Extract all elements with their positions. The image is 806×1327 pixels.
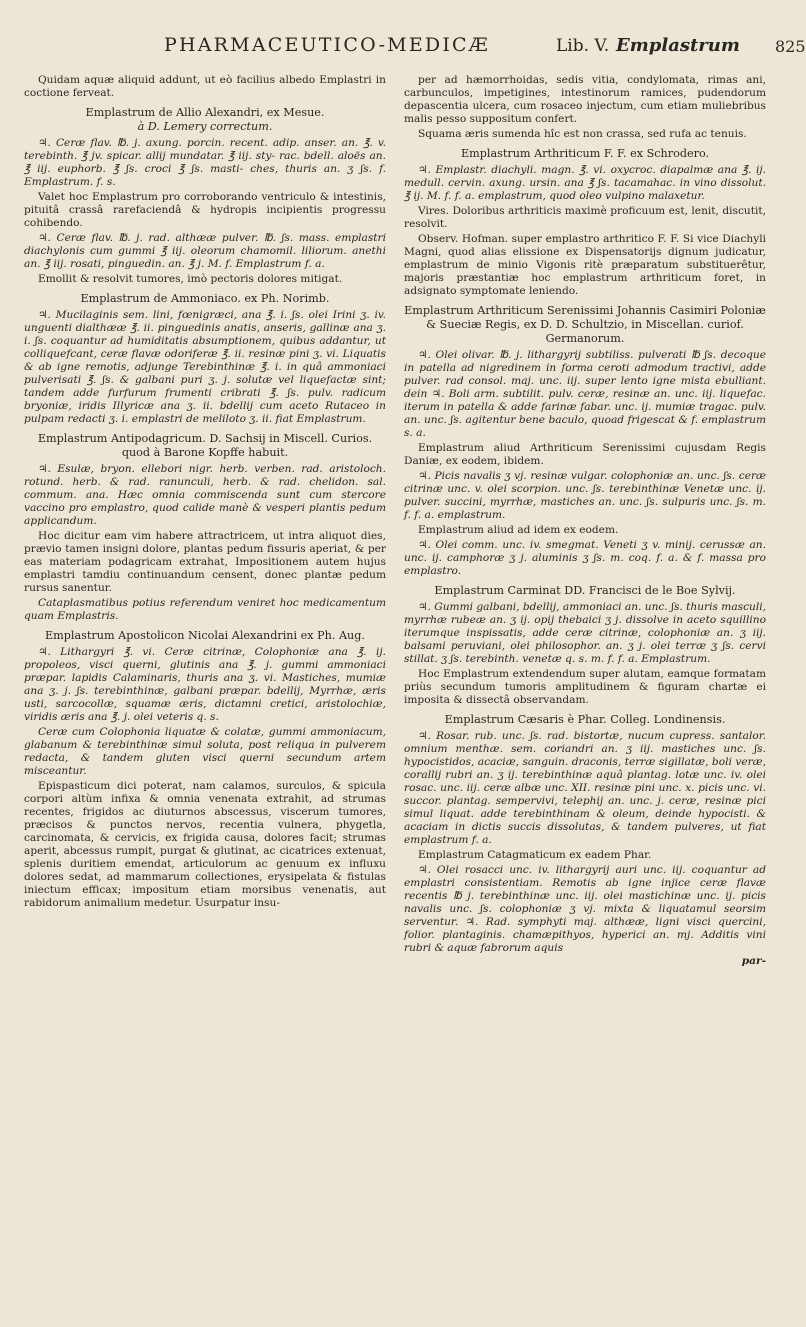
body-paragraph: Epispasticum dici poterat, nam calamos, surculos, & spicula corpori altùm infixa & omnia venenata extrahit, ad strumas recentes, frigidos ac diuturnos abscessus, viscerum tumores, præcisos & punctos nervos, recentia vulnera, phygetla, carcinomata, & cervicis, ex frigida causa, dolores facit; strumas aperit, abcessus rumpit, purgat & glutinat, ac cicatrices extenuat, splenis duritiem emendat, articulorum ac genuum ex influxu dolores sedat, ad mammarum collectiones, erysipelata & fistulas iniectum efficax; impositum etiam morsibus venenatis, aut rabidorum animalium medetur. Usurpatur insu- bbox=[24, 780, 386, 909]
recipe-title-text: Emplastrum Arthriticum Serenissimi Johannis Casimiri Poloniæ & Sueciæ Regis, ex D. D. Schultzio, in Miscellan. curiof. Germanorum. bbox=[404, 304, 766, 345]
recipe-title-text: Emplastrum Carminat DD. Francisci de le Boe Sylvij. bbox=[434, 584, 736, 597]
section-title: Emplastrum bbox=[616, 35, 740, 56]
body-paragraph: Quidam aquæ aliquid addunt, ut eò facilius albedo Emplastri in coctione ferveat. bbox=[24, 74, 386, 99]
prescription-paragraph: ♃. Rosar. rub. unc. ʃs. rad. bistortæ, nucum cupress. santalor. omnium menthæ. sem. coriandri an. ʒ iij. mastiches unc. ʃs. hypocistidos, acaciæ, sanguin. draconis, terræ sigillatæ, boli veræ, corallij rubri an. ʒ ij. terebinthinæ aquâ plantag. lotæ unc. iv. olei rosac. unc. iij. ceræ albæ unc. XII. resinæ pini unc. x. picis unc. vi. succor. plantag. sempervivi, telephij an. unc. j. ceræ, resinæ pici simul liquat. adde terebinthinam & oleum, deinde hypocisti. & acaciam in dictis succis dissolutas, & tandem pulveres, ut fiat emplastrum f. a. bbox=[404, 730, 766, 846]
recipe-title bbox=[24, 432, 386, 460]
recipe-title bbox=[404, 147, 766, 161]
prescription-paragraph: ♃. Olei rosacci unc. iv. lithargyrij auri unc. iij. coquantur ad emplastri consistentiam. Remotis ab igne injice ceræ flavæ recentis ℔ j. terebinthinæ unc. iij. olei mastichinæ unc. ij. picis navalis unc. ʃs. colophoniæ ʒ vj. mixta & liquatamul seorsim serventur. ♃. Rad. symphyti maj. althææ, ligni visci quercini, folior. plantaginis. chamæpithyos, hyperici an. mj. Additis vini rubri & aquæ fabrorum aquis bbox=[404, 864, 766, 954]
page-number: 825 bbox=[775, 37, 806, 56]
body-paragraph: Emplastrum aliud Arthriticum Serenissimi cujusdam Regis Daniæ, ex eodem, ibidem. bbox=[404, 442, 766, 467]
body-paragraph: Vires. Doloribus arthriticis maximè proficuum est, lenit, discutit, resolvit. bbox=[404, 205, 766, 230]
recipe-title-text: Emplastrum Antipodagricum. D. Sachsij in Miscell. Curios. quod à Barone Kopffe habuit. bbox=[37, 432, 373, 459]
body-paragraph: Observ. Hofman. super emplastro arthritico F. F. Si vice Diachyli Magni, quod alias elissione ex Dispensatorijs dignum judicatur, emplastrum de minio Vigonis ritè præparatum substituerêtur, majoris præstantiæ hoc emplastrum arthriticum foret, in adsignato symptomate leniendo. bbox=[404, 233, 766, 297]
page-header bbox=[24, 34, 806, 74]
recipe-subtitle: à D. Lemery correctum. bbox=[137, 120, 273, 133]
running-title: PHARMACEUTICO-MEDICÆ bbox=[164, 34, 491, 56]
recipe-title-text: Emplastrum Arthriticum F. F. ex Schrodero. bbox=[460, 147, 710, 160]
body-paragraph: per ad hæmorrhoidas, sedis vitia, condylomata, rimas ani, carbunculos, impetigines, intestinorum ramices, pudendorum depascentia ulcera, cum rosaceo injectum, cum etiam muliebribus malis pesso suppositum confert. bbox=[404, 74, 766, 125]
prescription-paragraph: ♃. Ceræ flav. ℔. j. rad. althææ pulver. ℔. ʃs. mass. emplastri diachylonis cum gummi ℥ iij. oleorum chamomil. liliorum. anethi an. ℥ iij. rosati, pinguedin. an. ℥ j. M. f. Emplastrum f. a. bbox=[24, 232, 386, 270]
left-column bbox=[24, 74, 386, 968]
body-paragraph: Emplastrum Catagmaticum ex eadem Phar. bbox=[418, 849, 652, 861]
prescription-paragraph: ♃. Olei olivar. ℔. j. lithargyrij subtiliss. pulverati ℔ ʃs. decoque in patella ad nigredinem in forma ceroti admodum tractivi, adde pulver. rad consol. maj. unc. iij. super lento igne mista ebulliant. dein ♃. Boli arm. subtilit. pulv. ceræ, resinæ an. unc. iij. liquefac. iterum in patella & adde farinæ fabar. unc. ij. mumiæ tragac. pulv. an. unc. ʃs. agitentur bene baculo, quoad frigescat & f. emplastrum s. a. bbox=[404, 349, 766, 439]
recipe-title bbox=[24, 106, 386, 134]
recipe-title bbox=[404, 713, 766, 727]
recipe-title-text: Emplastrum Apostolicon Nicolai Alexandrini ex Ph. Aug. bbox=[45, 629, 365, 642]
body-paragraph: Squama æris sumenda hîc est non crassa, sed rufa ac tenuis. bbox=[418, 128, 747, 140]
prescription-paragraph: Ceræ cum Colophonia liquatæ & colatæ, gummi ammoniacum, glabanum & terebinthinæ simul soluta, post reliqua in pulverem redacta, & tandem gluten visci querni secundum artem misceantur. bbox=[24, 726, 386, 777]
body-paragraph: Hoc dicitur eam vim habere attractricem, ut intra aliquot dies, prævio tamen insigni dolore, plantas pedum fissuris aperiat, & per eas materiam podagricam extrahat, Impositionem autem hujus emplastri tamdiu continuandum censent, donec plantæ pedum rursus sanentur. bbox=[24, 530, 386, 594]
prescription-paragraph: ♃. Picis navalis ʒ vj. resinæ vulgar. colophoniæ an. unc. ʃs. ceræ citrinæ unc. v. olei scorpion. unc. ʃs. terebinthinæ Venetæ unc. ij. pulver. succini, myrrhæ, mastiches an. unc. ʃs. sulpuris unc. ʃs. m. f. f. a. emplastrum. bbox=[404, 470, 766, 521]
prescription-paragraph: ♃. Esulæ, bryon. ellebori nigr. herb. verben. rad. aristoloch. rotund. herb. & rad. ranunculi, herb. & rad. chelidon. sal. commum. ana. Hæc omnia commiscenda sunt cum stercore vaccino pro emplastro, quod calide manè & vesperi plantis pedum applicandum. bbox=[24, 463, 386, 527]
prescription-paragraph: ♃. Ceræ flav. ℔. j. axung. porcin. recent. adip. anser. an. ℥. v. terebinth. ℥ jv. spicar. allij mundatar. ℥ iij. sty- rac. bdell. aloës an. ℥ iij. euphorb. ℥ ʃs. croci ℥ ʃs. masti- ches, thuris an. ʒ ʃs. f. Emplastrum. f. s. bbox=[24, 137, 386, 188]
recipe-title bbox=[404, 304, 766, 346]
recipe-title-text: Emplastrum Cæsaris è Phar. Colleg. Londinensis. bbox=[444, 713, 726, 726]
body-paragraph: Hoc Emplastrum extendendum super alutam, eamque formatam priùs secundum tumoris amplitudinem & figuram chartæ ei imposita & dissectâ observandam. bbox=[404, 668, 766, 706]
prescription-paragraph: Cataplasmatibus potius referendum veniret hoc medicamentum quam Emplastris. bbox=[24, 597, 386, 622]
book-number: Lib. V. bbox=[556, 36, 610, 56]
prescription-paragraph: ♃. Lithargyri ℥. vi. Ceræ citrinæ, Colophoniæ ana ℥. ij. propoleos, visci querni, glutinis ana ℥. j. gummi ammoniaci præpar. lapidis Calaminaris, thuris ana ʒ. vi. Mastiches, mumiæ ana ʒ. j. ʃs. terebinthinæ, galbani præpar. bdellij, Myrrhæ, æris usti, sarcocollæ, squamæ æris, dictamni cretici, aristolochiæ, viridis æris ana ℥. j. olei veteris q. s. bbox=[24, 646, 386, 723]
recipe-title-text: Emplastrum de Ammoniaco. ex Ph. Norimb. bbox=[80, 292, 330, 305]
body-paragraph: Valet hoc Emplastrum pro corroborando ventriculo & intestinis, pituitâ crassâ rarefaciendâ & hydropis incipientis progressu cohibendo. bbox=[24, 191, 386, 229]
recipe-title-text: Emplastrum de Allio Alexandri, ex Mesue. bbox=[85, 106, 325, 119]
body-paragraph: Emollit & resolvit tumores, imò pectoris dolores mitigat. bbox=[38, 273, 343, 285]
prescription-paragraph: ♃. Gummi galbani, bdellij, ammoniaci an. unc. ʃs. thuris masculi, myrrhæ rubeæ an. ʒ ij. opij thebaici ʒ j. dissolve in aceto squillino iterumque inspissatis, adde ceræ citrinæ, colophoniæ an. ʒ iij. balsami peruviani, olei philosophor. an. ʒ j. olei terræ ʒ ʃs. cervi stillat. ʒ ʃs. terebinth. venetæ q. s. m. f. f. a. Emplastrum. bbox=[404, 601, 767, 665]
recipe-title bbox=[404, 584, 766, 598]
right-column bbox=[404, 74, 766, 968]
prescription-paragraph: ♃. Mucilaginis sem. lini, fœnigræci, ana ℥. i. ʃs. olei Irini ʒ. iv. unguenti dialthææ ℥. ii. pinguedinis anatis, anseris, gallinæ ana ʒ. i. ʃs. coquantur ad humiditatis absumptionem, quibus addantur, ut colliquefcant, ceræ flavæ odoriferæ ℥. ii. resinæ pini ʒ. vi. Liquatis & ab igne remotis, adjunge Terebinthinæ ℥. i. in quâ ammoniaci pulverisati ℥. ʃs. & galbani puri ʒ. j. solutæ vel liquefactæ sint; tandem adde furfurum frumenti cribrati ℥. ʃs. pulv. radicum bryoniæ, iridis Illyricæ ana ʒ. ii. bdellij cum aceto Rutaceo in pulpam redacti ʒ. i. emplastri de meliloto ʒ. ii. fiat Emplastrum. bbox=[24, 309, 386, 425]
recipe-title bbox=[24, 292, 386, 306]
catchword: par- bbox=[741, 955, 766, 967]
prescription-paragraph: ♃. Emplastr. diachyli. magn. ℥. vi. oxycroc. diapalmæ ana ℥. ij. medull. cervin. axung. ursin. ana ℥ ʃs. tacamahac. in vino dissolut. ℥ ij. M. f. f. a. emplastrum, quod oleo vulpino malaxetur. bbox=[404, 164, 766, 202]
prescription-paragraph: ♃. Olei comm. unc. iv. smegmat. Veneti ʒ v. minij. cerussæ an. unc. ij. camphoræ ʒ j. aluminis ʒ ʃs. m. coq. f. a. & f. massa pro emplastro. bbox=[404, 539, 766, 577]
recipe-title bbox=[24, 629, 386, 643]
body-paragraph: Emplastrum aliud ad idem ex eodem. bbox=[418, 524, 619, 536]
